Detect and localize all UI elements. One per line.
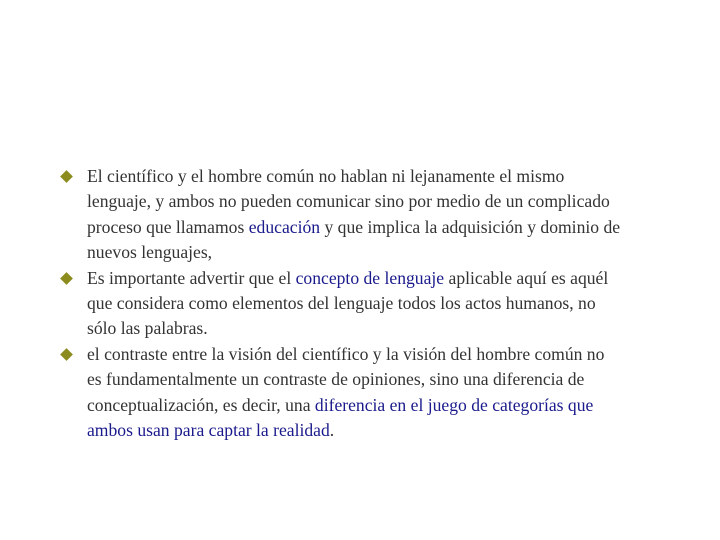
bullet-item-3 [62,342,622,444]
bullet-item-1 [62,164,622,266]
bullet-text-segment: aplicable aquí es aquél que considera como elementos del lenguaje todos los actos humanos, no sólo las palabras. [87,267,609,339]
bullet-text-segment: y que implica la adquisición y dominio de nuevos lenguajes, [87,216,621,263]
highlighted-term: diferencia en el juego de categorías que ambos usan para captar la realidad [87,394,594,441]
highlighted-term: concepto de lenguaje [295,267,445,288]
bullet-text-segment: El científico y el hombre común no hablan ni lejanamente el mismo lenguaje, y ambos no pueden comunicar sino por medio de un complicado proceso que llamamos [87,166,610,237]
bullet-text-segment: Es importante advertir que el [87,267,296,288]
bullet-item-2 [62,266,622,342]
bullet-list [62,164,622,443]
diamond-bullet-icon [60,170,73,183]
diamond-bullet-icon [60,272,73,285]
bullet-text-segment: . [329,420,335,441]
diamond-bullet-icon [60,348,73,361]
bullet-text-segment: el contraste entre la visión del científico y la visión del hombre común no es fundamentalmente un contraste de opiniones, sino una diferencia de conceptualización, es decir, una [87,343,605,415]
highlighted-term: educación [248,216,321,237]
